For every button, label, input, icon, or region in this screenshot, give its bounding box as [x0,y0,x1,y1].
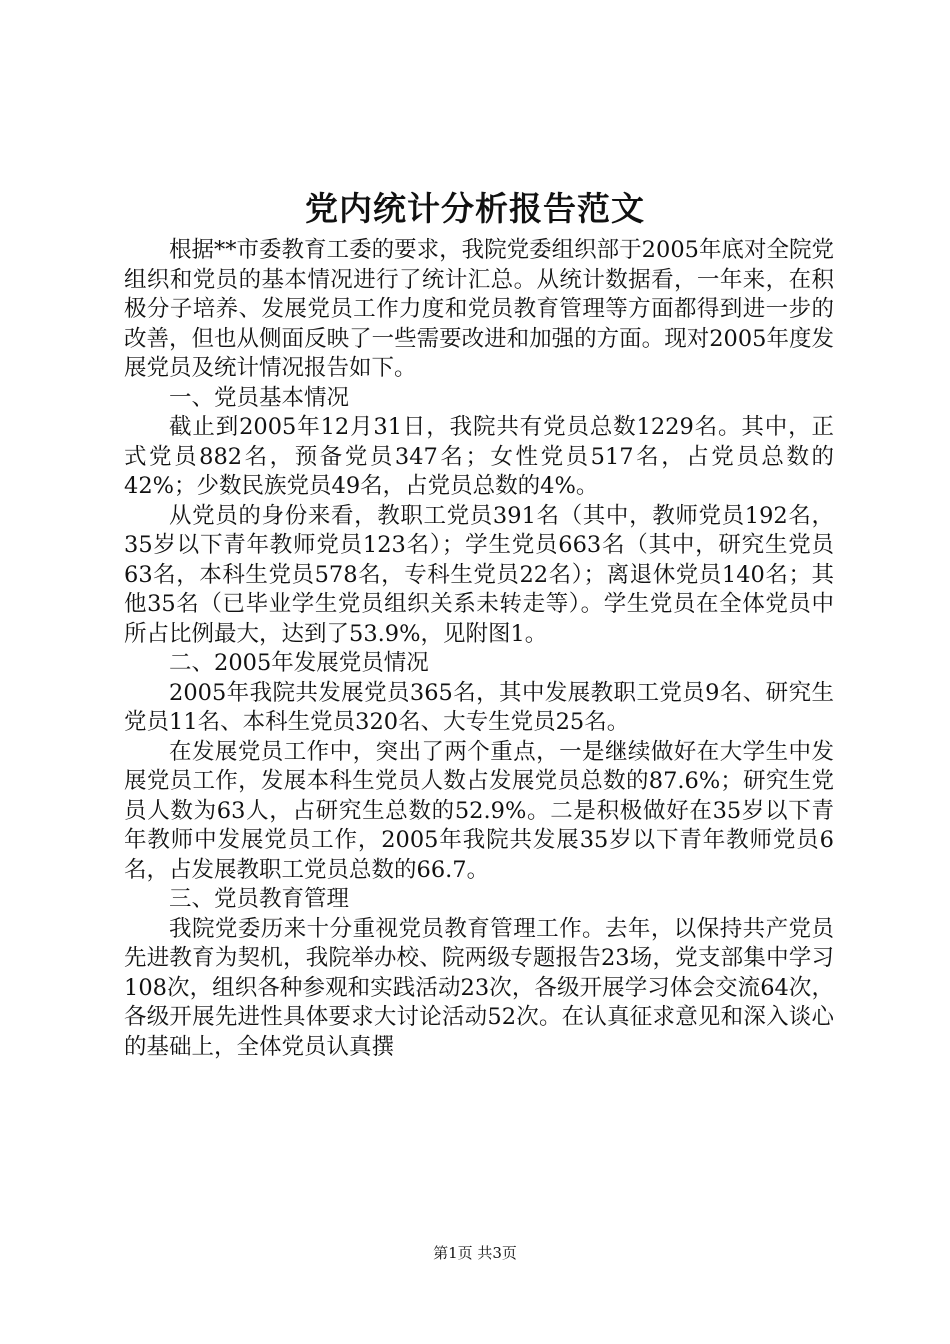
document-body [124,236,834,1062]
paragraph-development-focus: 在发展党员工作中，突出了两个重点，一是继续做好在大学生中发展党员工作，发展本科生党员人数占发展党员总数的87.6%；研究生党员人数为63人，占研究生总数的52.9%。二是积极做好在35岁以下青年教师中发展党员工作，2005年我院共发展35岁以下青年教师党员6名，占发展教职工党员总数的66.7。 [124,738,834,883]
paragraph-member-totals: 截止到2005年12月31日，我院共有党员总数1229名。其中，正式党员882名，预备党员347名；女性党员517名，占党员总数的42%；少数民族党员49名，占党员总数的4%。 [124,414,834,499]
document-title: 党内统计分析报告范文 [305,189,645,228]
intro-paragraph: 根据**市委教育工委的要求，我院党委组织部于2005年底对全院党组织和党员的基本情况进行了统计汇总。从统计数据看，一年来，在积极分子培养、发展党员工作力度和党员教育管理等方面都得到进一步的改善，但也从侧面反映了一些需要改进和加强的方面。现对2005年度发展党员及统计情况报告如下。 [124,237,834,381]
section-heading-1: 一、党员基本情况 [169,384,350,411]
paragraph-member-identity: 从党员的身份来看，教职工党员391名（其中，教师党员192名，35岁以下青年教师党员123名）；学生党员663名（其中，研究生党员63名，本科生党员578名，专科生党员22名）；离退休党员140名；其他35名（已毕业学生党员组织关系未转走等）。学生党员在全体党员中所占比例最大，达到了53.9%，见附图1。 [124,502,834,647]
paragraph-education-management: 我院党委历来十分重视党员教育管理工作。去年，以保持共产党员先进教育为契机，我院举办校、院两级专题报告23场，党支部集中学习108次，组织各种参观和实践活动23次，各级开展学习体会交流64次，各级开展先进性具体要求大讨论活动52次。在认真征求意见和深入谈心的基础上，全体党员认真撰 [124,915,834,1060]
paragraph-development-totals: 2005年我院共发展党员365名，其中发展教职工党员9名、研究生党员11名、本科生党员320名、大专生党员25名。 [124,679,834,735]
section-heading-2: 二、2005年发展党员情况 [169,650,429,676]
page-footer: 第1页 共3页 [433,1244,517,1262]
section-heading-3: 三、党员教育管理 [169,886,350,912]
